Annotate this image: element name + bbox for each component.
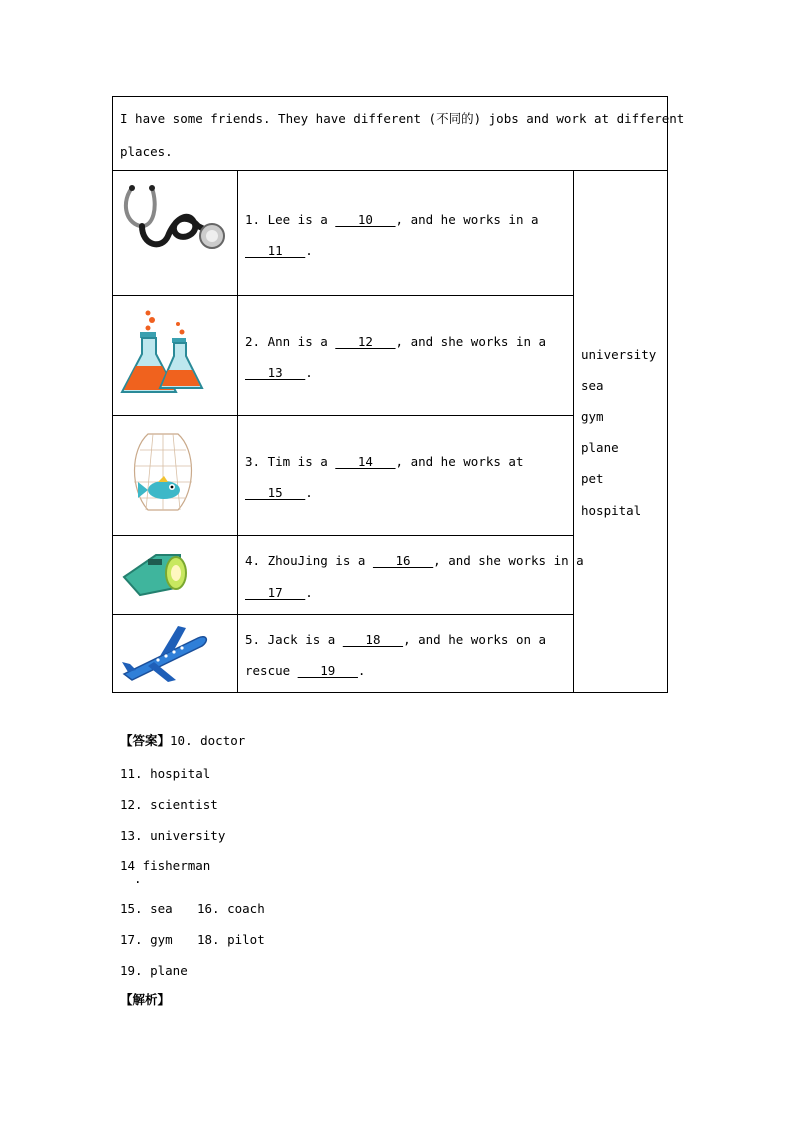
answer-item: 18. pilot xyxy=(197,932,265,947)
answer-item: 12. scientist xyxy=(120,797,218,812)
word-bank-item: gym xyxy=(581,409,604,424)
answer-item: 17. gym xyxy=(120,932,173,947)
sentence-text: , and she works in a xyxy=(433,553,584,568)
fish-net-icon xyxy=(128,430,198,518)
word-bank-item: sea xyxy=(581,378,604,393)
blank-11[interactable]: ___11___ xyxy=(245,243,306,258)
sentence-text: . xyxy=(305,485,313,500)
blank-15[interactable]: ___15___ xyxy=(245,485,306,500)
table-border-left xyxy=(112,96,113,693)
intro-chinese: 不同的 xyxy=(436,111,474,126)
sentence-3-line-1 xyxy=(245,454,523,470)
blank-14[interactable]: ___14___ xyxy=(335,454,396,469)
sentence-text: . xyxy=(357,663,366,678)
sentence-text: rescue xyxy=(245,663,298,678)
sentence-4-line-1 xyxy=(245,553,584,569)
sentence-1-line-2 xyxy=(245,243,313,259)
sentence-text: . xyxy=(305,585,313,600)
airplane-icon xyxy=(118,622,210,686)
table-row-divider xyxy=(112,415,574,416)
stethoscope-icon xyxy=(118,180,228,255)
answer-item: 13. university xyxy=(120,828,226,843)
sentence-text: 3. Tim is a xyxy=(245,454,336,469)
blank-10[interactable]: ___10___ xyxy=(335,212,396,227)
flasks-icon xyxy=(118,308,208,400)
sentence-text: 4. ZhouJing is a xyxy=(245,553,373,568)
whistle-icon xyxy=(120,543,190,601)
blank-12[interactable]: ___12___ xyxy=(335,334,396,349)
analysis-label: 【解析】 xyxy=(120,992,171,1007)
word-bank-item: pet xyxy=(581,471,604,486)
intro-text: ) jobs and work at different xyxy=(473,111,685,126)
table-border-right xyxy=(667,96,668,693)
blank-19[interactable]: ___19___ xyxy=(297,663,358,678)
word-bank-item: university xyxy=(581,347,657,362)
sentence-5-line-1 xyxy=(245,632,546,648)
table-row-divider xyxy=(112,614,574,615)
sentence-2-line-1 xyxy=(245,334,546,350)
table-row-divider xyxy=(112,170,668,171)
sentence-text: . xyxy=(305,365,313,380)
sentence-3-line-2 xyxy=(245,485,313,501)
answer-item: 14 fisherman xyxy=(120,858,211,873)
blank-17[interactable]: ___17___ xyxy=(245,585,306,600)
table-row-divider xyxy=(112,535,574,536)
table-border-top xyxy=(112,96,668,97)
intro-line-1 xyxy=(120,111,684,127)
table-row-divider xyxy=(112,295,574,296)
word-bank-item: hospital xyxy=(581,503,642,518)
sentence-text: 1. Lee is a xyxy=(245,212,336,227)
sentence-text: 2. Ann is a xyxy=(245,334,336,349)
answer-item: 10. doctor xyxy=(170,733,246,748)
answer-item: 16. coach xyxy=(197,901,265,916)
intro-text: I have some friends. They have different ( xyxy=(120,111,437,126)
sentence-text: , and he works at xyxy=(395,454,524,469)
sentence-text: 5. Jack is a xyxy=(245,632,343,647)
sentence-text: , and he works in a xyxy=(395,212,539,227)
answer-item: 11. hospital xyxy=(120,766,211,781)
blank-13[interactable]: ___13___ xyxy=(245,365,306,380)
sentence-text: . xyxy=(305,243,313,258)
word-bank-item: plane xyxy=(581,440,619,455)
answer-item: 19. plane xyxy=(120,963,188,978)
sentence-text: , and he works on a xyxy=(403,632,547,647)
answer-line-first xyxy=(120,733,245,749)
answer-item: 15. sea xyxy=(120,901,173,916)
sentence-text: , and she works in a xyxy=(395,334,547,349)
table-border-bottom xyxy=(112,692,668,693)
blank-18[interactable]: ___18___ xyxy=(342,632,404,647)
sentence-2-line-2 xyxy=(245,365,313,381)
blank-16[interactable]: ___16___ xyxy=(372,553,434,568)
intro-line-2: places. xyxy=(120,144,173,159)
answer-dot: . xyxy=(134,871,142,886)
sentence-4-line-2 xyxy=(245,585,313,601)
sentence-1-line-1 xyxy=(245,212,539,228)
sentence-5-line-2 xyxy=(245,663,365,679)
answer-label: 【答案】 xyxy=(120,733,171,748)
